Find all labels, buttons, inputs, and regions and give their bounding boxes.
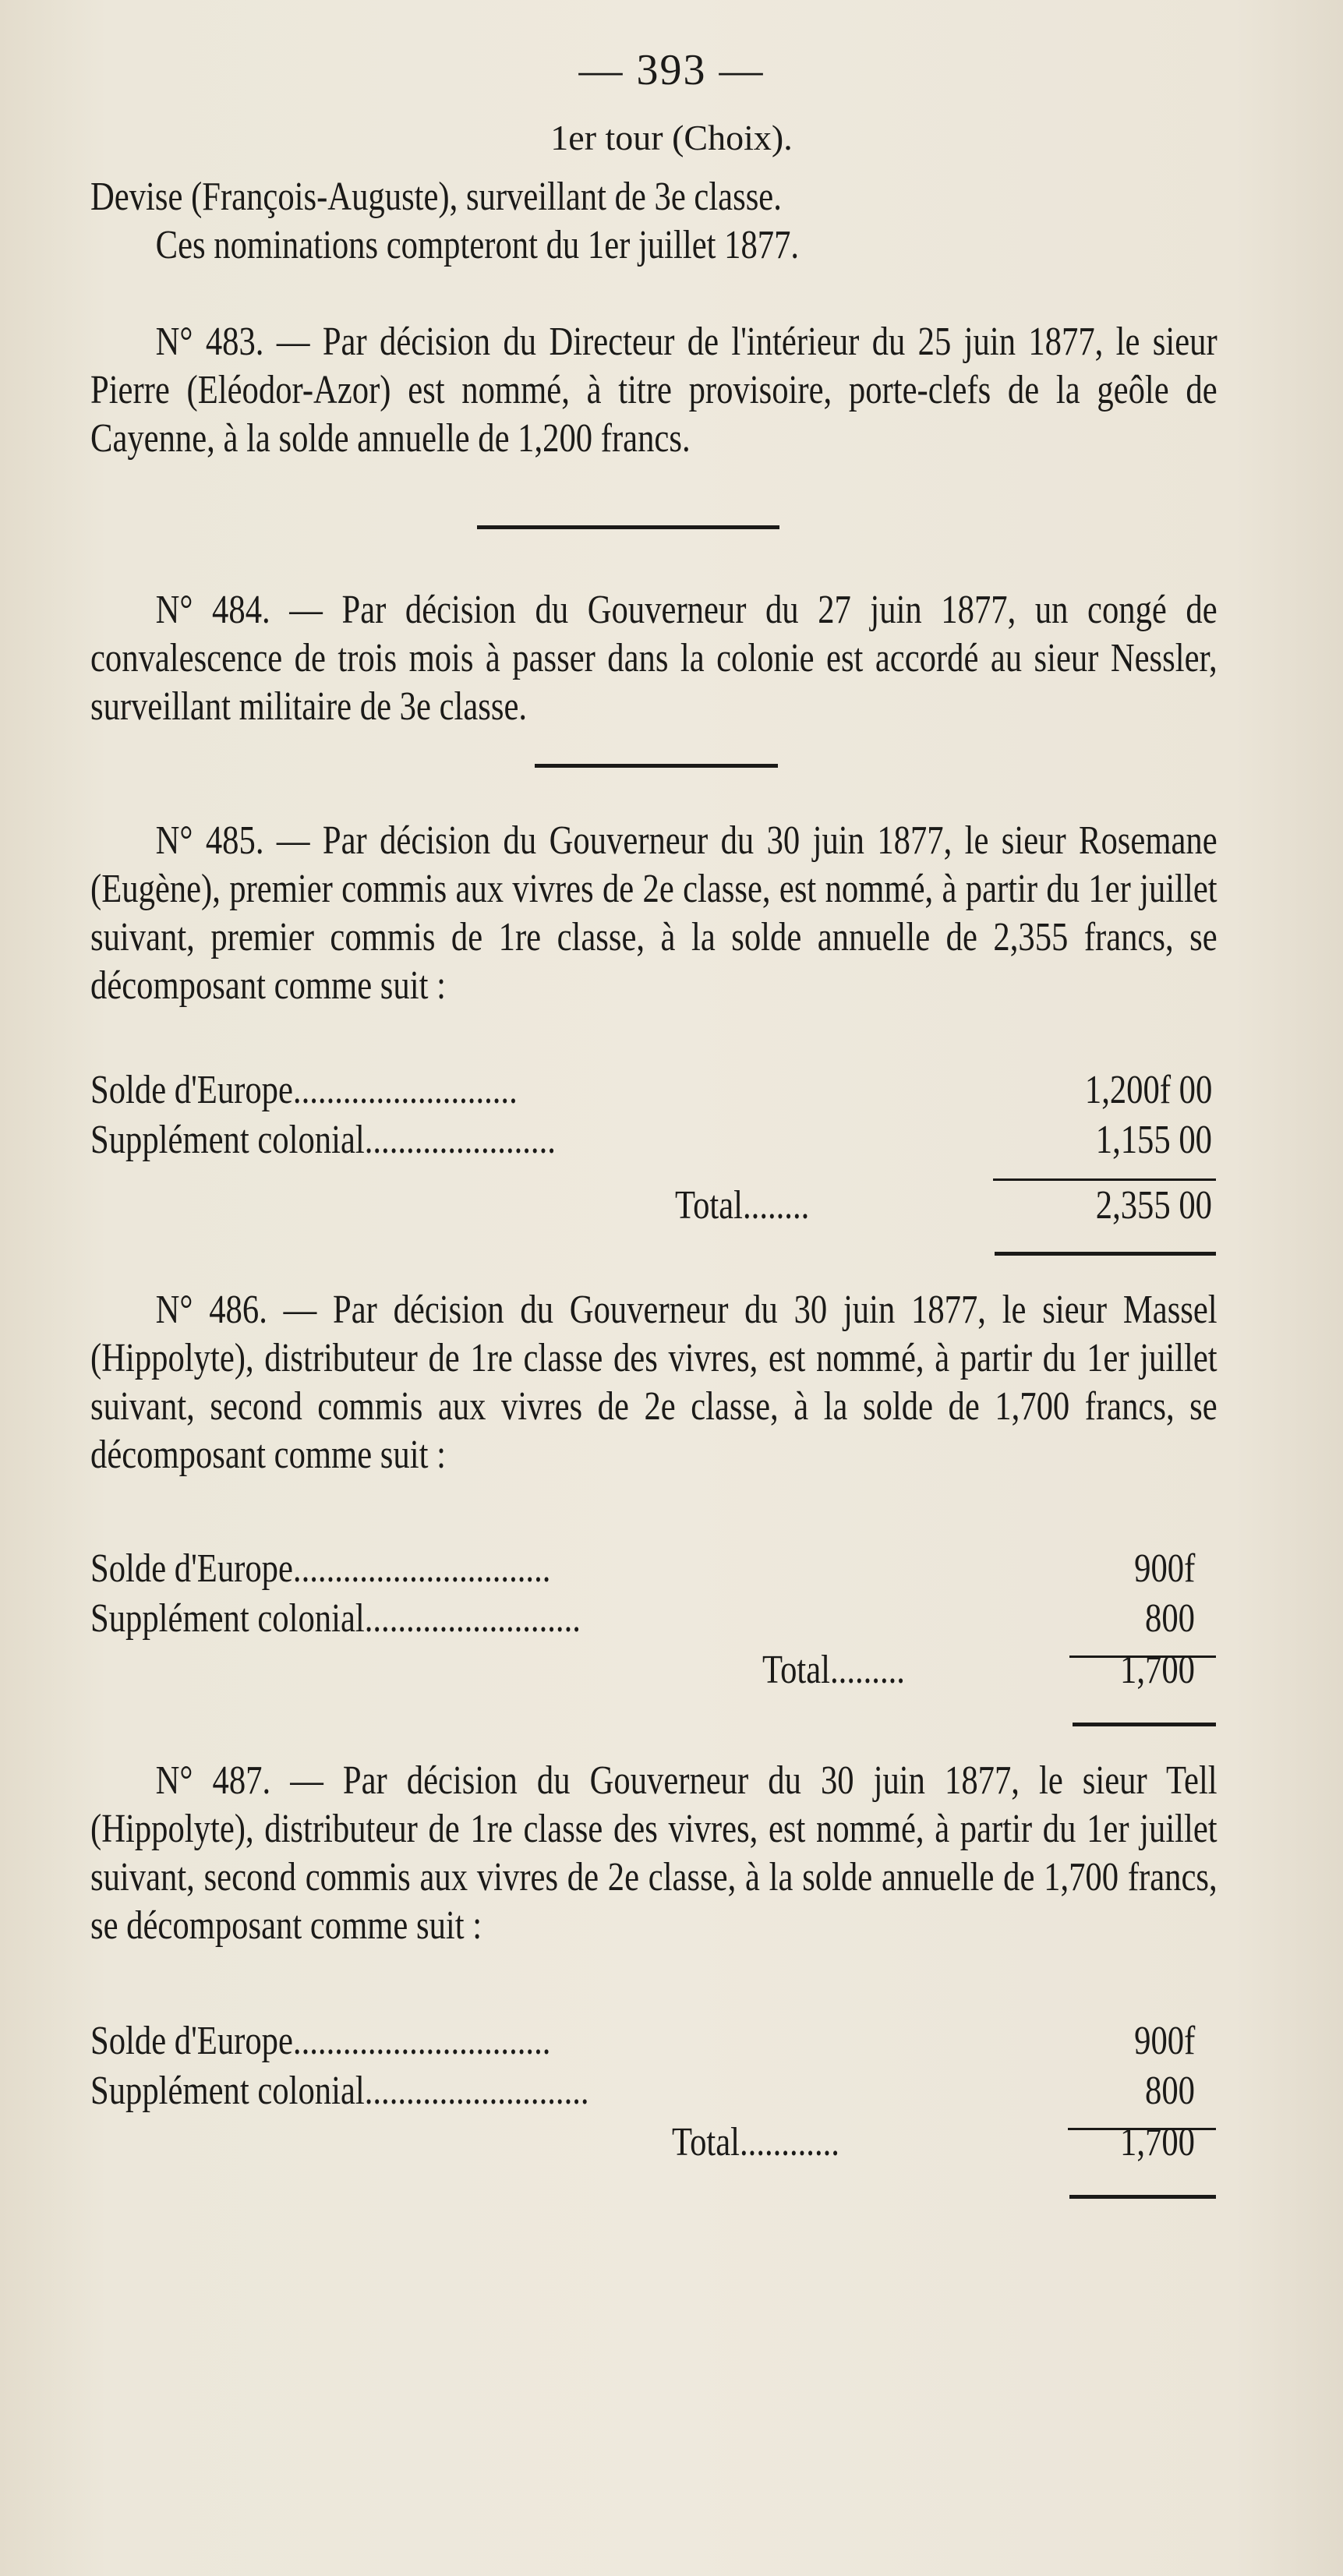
separator-rule xyxy=(995,1252,1216,1256)
row-label: Solde d'Europe xyxy=(90,1546,293,1591)
row-label: Solde d'Europe xyxy=(90,1068,293,1112)
dot-leader: ............ xyxy=(740,2120,839,2164)
entry-484-number: N° 484. xyxy=(155,588,270,632)
entry-486-paragraph xyxy=(90,1286,1218,1479)
separator-rule xyxy=(1073,1723,1216,1726)
entry-486-total: 1,700 xyxy=(1120,1648,1195,1692)
entry-485-paragraph xyxy=(90,817,1218,1010)
page-number: — 393 — xyxy=(578,46,765,94)
entry-483-text: — Par décision du Directeur de l'intérieur du 25 juin 1877, le sieur Pierre (Eléodor-Azor) est nommé, à titre provisoire, porte-clefs de la geôle de Cayenne, à la solde annuelle de 1,200 francs. xyxy=(90,320,1218,461)
total-label: Total xyxy=(675,1183,744,1228)
intro-line-2: Ces nominations compteront du 1er juillet 1877. xyxy=(155,223,800,267)
row-label: Supplément colonial xyxy=(90,2069,365,2113)
entry-485-total: 2,355 00 xyxy=(1095,1183,1212,1228)
entry-485-row-1 xyxy=(90,1066,825,1115)
dot-leader: ......... xyxy=(830,1648,905,1692)
entry-485-row-2 xyxy=(90,1116,825,1164)
row-label: Supplément colonial xyxy=(90,1596,365,1641)
dot-leader: ............................... xyxy=(292,1546,551,1591)
entry-483-number: N° 483. xyxy=(155,320,264,364)
entry-487-total: 1,700 xyxy=(1120,2120,1195,2164)
dot-leader: ........................... xyxy=(292,1068,518,1112)
entry-486-row-1-amount: 900f xyxy=(1133,1546,1195,1591)
entry-485-text: — Par décision du Gouverneur du 30 juin 1877, le sieur Rosemane (Eugène), premier commis aux vivres de 2e classe, est nommé, à partir du 1er juillet suivant, premier commis de 1re classe, à la solde annuelle de 2,355 francs, se décomposant comme suit : xyxy=(90,818,1218,1008)
separator-rule xyxy=(535,764,778,768)
entry-486 xyxy=(90,1286,1218,1479)
entry-486-row-1 xyxy=(90,1545,921,1593)
entry-486-total-row xyxy=(762,1646,905,1694)
dot-leader: ........ xyxy=(743,1183,810,1228)
entry-484-paragraph xyxy=(90,586,1218,731)
entry-486-text: — Par décision du Gouverneur du 30 juin 1877, le sieur Massel (Hippolyte), distributeur de 1re classe des vivres, est nommé, à partir du 1er juillet suivant, second commis aux vivres de 2e classe, à la solde de 1,700 francs, se décomposant comme suit : xyxy=(90,1288,1218,1477)
entry-487-row-2-amount: 800 xyxy=(1145,2069,1195,2113)
separator-rule xyxy=(477,525,779,529)
entry-483 xyxy=(90,318,1218,463)
entry-487-row-1-amount: 900f xyxy=(1133,2019,1195,2063)
dot-leader: .......................... xyxy=(364,1596,581,1641)
entry-486-row-2-amount: 800 xyxy=(1145,1596,1195,1641)
total-label: Total xyxy=(762,1648,831,1692)
row-label: Supplément colonial xyxy=(90,1118,365,1162)
entry-485-row-1-amount: 1,200f 00 xyxy=(1084,1068,1212,1112)
intro-line-1: Devise (François-Auguste), surveillant de 3e classe. xyxy=(90,175,782,219)
sum-rule xyxy=(993,1178,1216,1181)
entry-487-number: N° 487. xyxy=(155,1758,271,1803)
entry-484-text: — Par décision du Gouverneur du 27 juin 1877, un congé de convalescence de trois mois à passer dans la colonie est accordé au sieur Nessler, surveillant militaire de 3e classe. xyxy=(90,588,1218,729)
separator-rule xyxy=(1069,2195,1216,2199)
total-label: Total xyxy=(672,2120,740,2164)
entry-486-row-2 xyxy=(90,1595,921,1643)
dot-leader: ............................... xyxy=(292,2019,551,2063)
entry-483-paragraph xyxy=(90,318,1218,463)
entry-485-number: N° 485. xyxy=(155,818,264,863)
entry-487-text: — Par décision du Gouverneur du 30 juin 1877, le sieur Tell (Hippolyte), distributeur de 1re classe des vivres, est nommé, à partir du 1er juillet suivant, second commis aux vivres de 2e classe, à la solde annuelle de 1,700 francs, se décomposant comme suit : xyxy=(90,1758,1218,1948)
entry-487-row-2 xyxy=(90,2067,921,2115)
entry-487-row-1 xyxy=(90,2017,921,2065)
dot-leader: ........................... xyxy=(364,2069,589,2113)
entry-487-total-row xyxy=(672,2118,839,2167)
subheading: 1er tour (Choix). xyxy=(550,118,793,157)
row-label: Solde d'Europe xyxy=(90,2019,293,2063)
entry-484 xyxy=(90,586,1218,731)
dot-leader: ....................... xyxy=(364,1118,556,1162)
intro-block xyxy=(90,173,1218,270)
entry-486-number: N° 486. xyxy=(155,1288,267,1332)
entry-485 xyxy=(90,817,1218,1010)
entry-485-total-row xyxy=(675,1182,809,1230)
entry-487-paragraph xyxy=(90,1757,1218,1950)
entry-487 xyxy=(90,1757,1218,1950)
entry-485-row-2-amount: 1,155 00 xyxy=(1095,1118,1212,1162)
